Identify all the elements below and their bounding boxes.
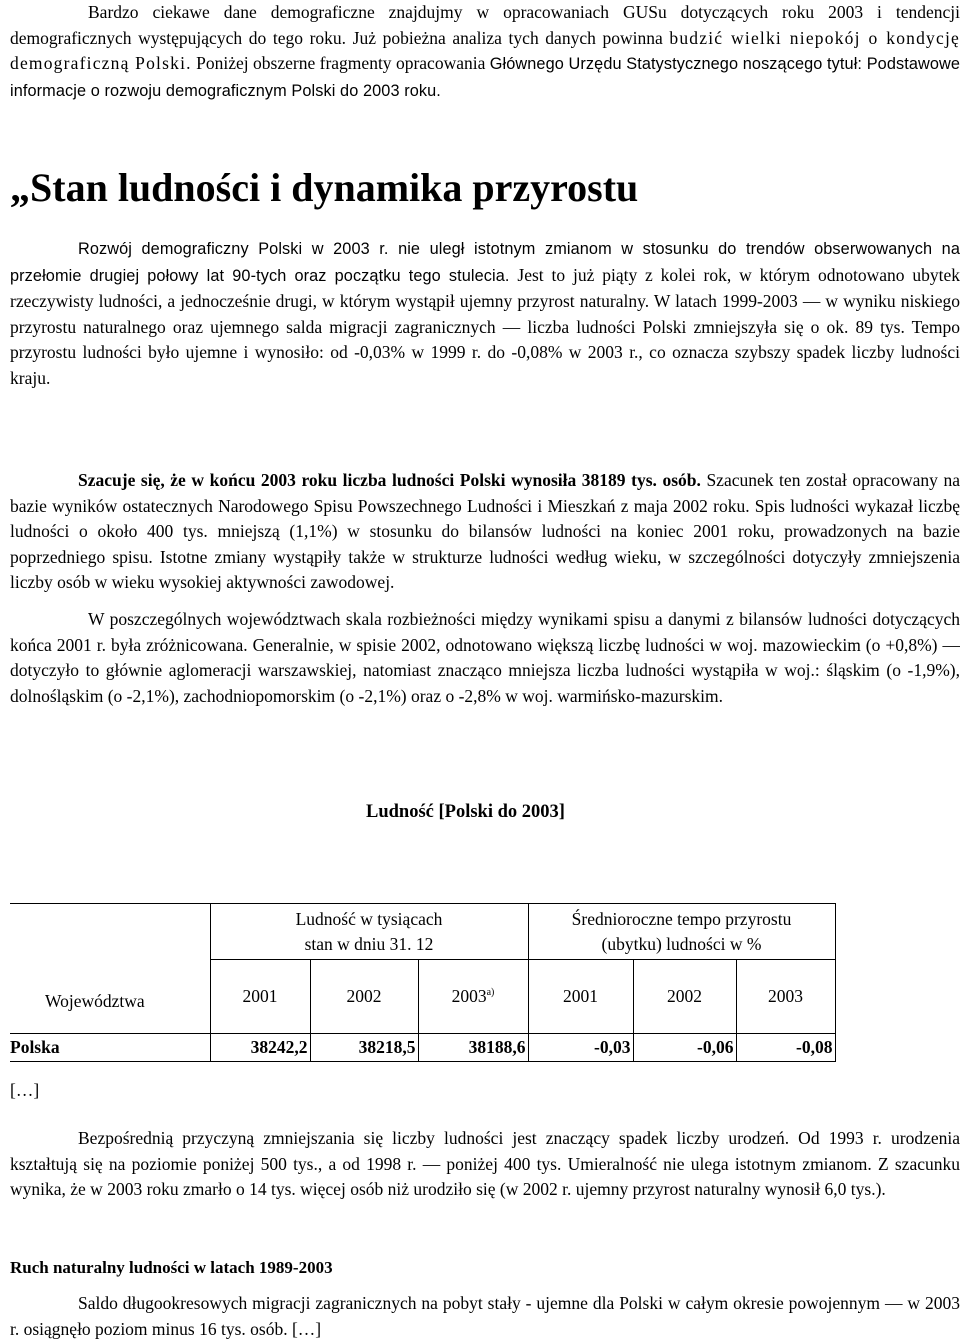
footnote-mark: a): [486, 987, 495, 999]
cell-value: -0,08: [736, 1034, 835, 1062]
header-rate-year-2002: 2002: [633, 960, 736, 1034]
header-year-2002: 2002: [310, 960, 418, 1034]
cell-value: 38188,6: [418, 1034, 528, 1062]
paragraph-voivodeships: W poszczególnych województwach skala rozbieżności między wynikami spisu a danymi z bilansów ludności dotyczących końca 2001 r. była zróżnicowana. Generalnie, w spisie 2002, odnotowano większą liczbę ludności w woj. mazowieckim (o +0,8%) — dotyczyło to głównie aglomeracji warszawskiej, natomiast znacząco mniejsza liczba ludności wystąpiła w woj.: śląskim (o -1,9%), dolnośląskim (o -2,1%), zachodniopomorskim (o -2,1%) oraz o -2,8% w woj. warmińsko-mazurskim.: [10, 609, 960, 706]
paragraph-population-dynamics: [10, 236, 960, 391]
population-estimate-rest: Szacunek ten został opracowany na bazie wyników ostatecznych Narodowego Spisu Powszechnego Ludności i Mieszkań z maja 2002 roku. Spis ludności wykazał liczbę ludności o około 400 tys. mniejszą (1,1%) w stosunku do bilansów ludności na koniec 2001 roku, prowadzonych na bazie poprzedniego spisu. Istotne zmiany wystąpiły także w strukturze ludności według wieku, w szczególności dotyczyły zmniejszenia liczby osób w wieku wysokiej aktywności zawodowej.: [10, 470, 960, 592]
section-heading: „Stan ludności i dynamika przyrostu: [10, 165, 639, 210]
header-rate-year-2001: 2001: [528, 960, 633, 1034]
header-rate-year-2003: 2003: [736, 960, 835, 1034]
paragraph-1-sans: Rozwój demograficzny Polski w 2003 r. nie uległ istotnym zmianom w stosunku do trendów obserwowanych na przełomie drugiej połowy lat 90-tych oraz początku tego stulecia.: [10, 240, 960, 285]
population-table: [10, 903, 836, 1062]
population-estimate-bold: Szacuje się, że w końcu 2003 roku liczba ludności Polski wynosiła 38189 tys. osób.: [78, 470, 701, 490]
cell-value: -0,03: [528, 1034, 633, 1062]
intro-line3a: budzić wielki niepokój o kondycję demograficzną Polski.: [10, 27, 960, 73]
intro-line4: Głównego Urzędu Statystycznego noszącego tytuł: Podstawowe informacje o rozwoju demograficznym Polski do 2003 roku.: [10, 55, 960, 100]
row-label-poland: Polska: [10, 1034, 210, 1062]
intro-line1: Bardzo ciekawe dane demograficzne znajdujmy w opracowaniach GUSu dotyczących roku 2003 i tendencji demograficznych występujących do tego roku. Już pobieżna analiza tych danych powinna: [10, 2, 960, 48]
cell-value: -0,06: [633, 1034, 736, 1062]
intro-paragraph: [10, 0, 960, 104]
table-title: Ludność [Polski do 2003]: [366, 802, 565, 822]
table-header-group-row: [10, 904, 835, 960]
header-year-2001: 2001: [210, 960, 310, 1034]
header-population-thousands: Ludność w tysiącach stan w dniu 31. 12: [210, 904, 528, 960]
table-row: [10, 1034, 835, 1062]
paragraph-population-estimate: [10, 468, 960, 596]
header-year-2003: 2003$^{a)}$: [418, 960, 528, 1034]
cell-value: 38242,2: [210, 1034, 310, 1062]
header-growth-rate: Średnioroczne tempo przyrostu (ubytku) ludności w %: [528, 904, 835, 960]
intro-line3b: Poniżej obszerne fragmenty opracowania: [196, 53, 486, 73]
ellipsis: […]: [10, 1080, 40, 1100]
cell-value: 38218,5: [310, 1034, 418, 1062]
paragraph-1-serif: Jest to już piąty z kolei rok, w którym odnotowano ubytek rzeczywisty ludności, a jednocześnie drugi, w którym wystąpił ujemny przyrost naturalny. W latach 1999-2003 — w wyniku niskiego przyrostu naturalnego oraz ujemnego salda migracji zagranicznych — liczba ludności Polski zmniejszyła się o ok. 89 tys. Tempo przyrostu ludności było ujemne i wynosiło: od -0,03% w 1999 r. do -0,08% w 2003 r., co oznacza szybszy spadek liczby ludności kraju.: [10, 264, 960, 388]
subheading-natural-movement: Ruch naturalny ludności w latach 1989-2003: [10, 1258, 333, 1277]
paragraph-migration: Saldo długookresowych migracji zagranicznych na pobyt stały - ujemne dla Polski w całym okresie powojennym — w 2003 r. osiągnęło poziom minus 16 tys. osób. […]: [10, 1293, 960, 1339]
header-voivodeships: Województwa: [45, 990, 145, 1011]
table-header-years-row: [10, 960, 835, 1034]
paragraph-births: Bezpośrednią przyczyną zmniejszania się liczby ludności jest znaczący spadek liczby urodzeń. Od 1993 r. urodzenia kształtują się na poziomie poniżej 500 tys., a od 1998 r. — poniżej 400 tys. Umieralność nie ulega istotnym zmianom. Z szacunku wynika, że w 2003 roku zmarło o 14 tys. więcej osób niż urodziło się (w 2002 r. ujemny przyrost naturalny wynosił 6,0 tys.).: [10, 1128, 960, 1199]
